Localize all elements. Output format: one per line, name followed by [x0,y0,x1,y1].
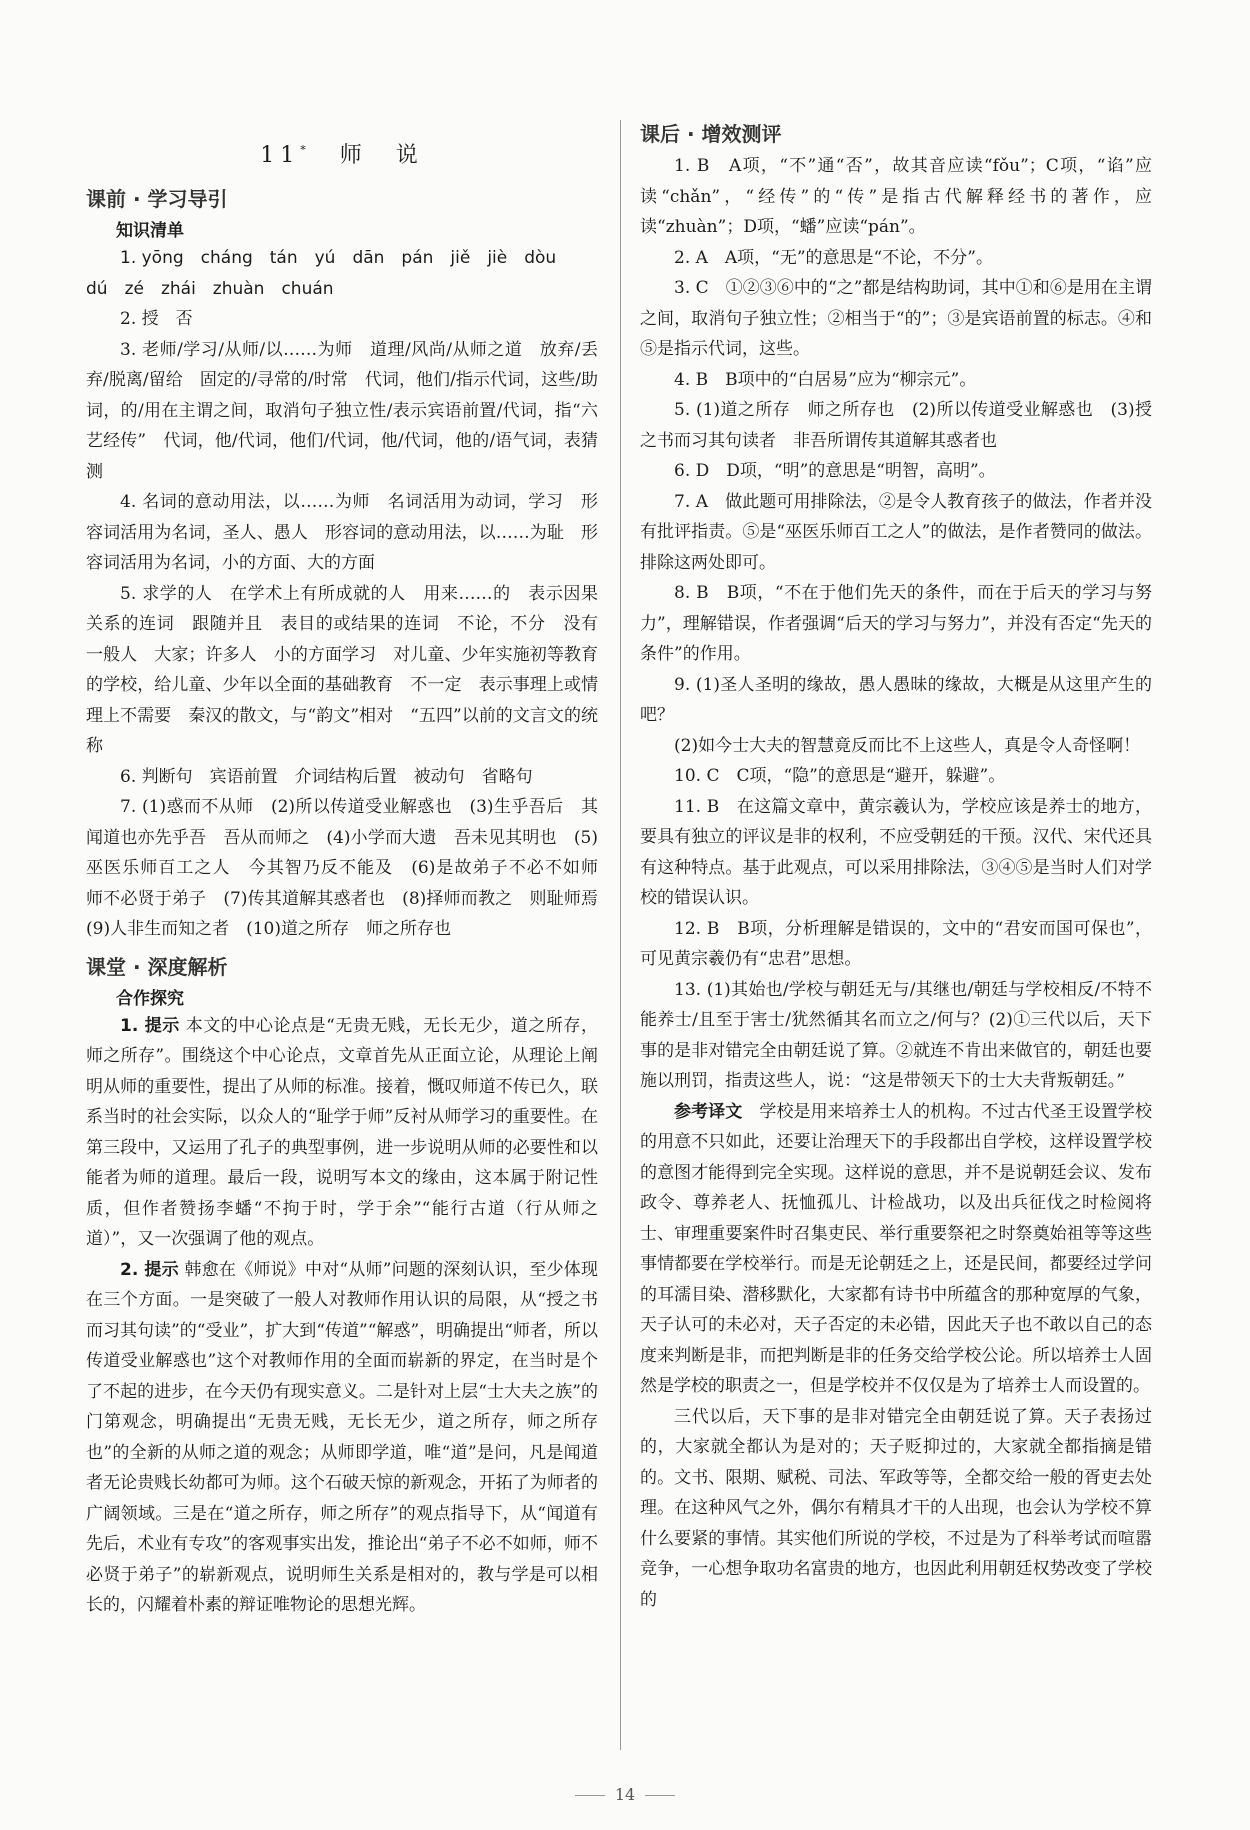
answer-5: 5. 求学的人 在学术上有所成就的人 用来……的 表示因果关系的连词 跟随并且 表目的或结果的连词 不论，不分 没有 一般人 大家；许多人 小的方面学习 对儿童、少年实施初等教育的学校，给儿童、少年以全面的基础教育 不一定 表示事理上或情理上不需要 秦汉的散文，与“韵文”相对 “五四”以前的文言文的统称 [86,583,615,756]
page-number: 14 [614,1785,636,1804]
test-answer-8: 8. B B项，“不在于他们先天的条件，而在于后天的学习与努力”，理解错误，作者强调“后天的学习与努力”，并没有否定“先天的条件”的作用。 [640,583,1152,664]
test-answer-9b: (2)如今士大夫的智慧竟反而比不上这些人，真是令人奇怪啊！ [674,735,1141,756]
answer-4: 4. 名词的意动用法，以……为师 名词活用为动词，学习 形容词活用为名词，圣人、愚人 形容词的意动用法，以……为耻 形容词活用为名词，小的方面、大的方面 [86,492,598,573]
discussion-1-label: 1. 提示 [120,1015,180,1036]
discussion-1-text: 本文的中心论点是“无贵无贱，无长无少，道之所存，师之所存”。围绕这个中心论点，文章首先从正面立论，从理论上阐明从师的重要性，提出了从师的标准。接着，慨叹师道不传已久，联系当时的社会实际，以众人的“耻学于师”反衬从师学习的重要性。在第三段中，又运用了孔子的典型事例，进一步说明从师的必要性和以能者为师的道理。最后一段，说明写本文的缘由，这本属于附记性质，但作者赞扬李蟠“不拘于时，学于余”“能行古道（行从师之道）”，又一次强调了他的观点。 [86,1015,598,1249]
discussion-2-label: 2. 提示 [120,1259,179,1280]
section-heading-classroom: 课堂 · 深度解析 [86,954,228,979]
subheading-knowledge: 知识清单 [116,221,184,241]
left-column [86,118,615,1621]
section-heading-after-class: 课后 · 增效测评 [640,122,782,146]
discussion-2-text: 韩愈在《师说》中对“从师”问题的深刻认识，至少体现在三个方面。一是突破了一般人对教师作用认识的局限，从“授之书而习其句读”的“受业”，扩大到“传道”“解惑”，明确提出“师者，所以传道受业解惑也”这个对教师作用的全面而崭新的界定，在当时是个了不起的进步，在今天仍有现实意义。二是针对上层“士大夫之族”的门第观念，明确提出“无贵无贱，无长无少，道之所存，师之所存也”的全新的从师之道的观念；从师即学道，唯“道”是问，凡是闻道者无论贵贱长幼都可为师。这个石破天惊的新观念，开拓了为师者的广阔领域。三是在“道之所存，师之所存”的观点指导下，从“闻道有先后，术业有专攻”的客观事实出发，推论出“弟子不必不如师，师不必贤于弟子”的崭新观点，说明师生关系是相对的，教与学是可以相长的，闪耀着朴素的辩证唯物论的思想光辉。 [86,1259,598,1615]
answer-1-line-b: dú zé zhái zhuàn chuán [86,278,334,299]
answer-7: 7. (1)惑而不从师 (2)所以传道受业解惑也 (3)生乎吾后 其闻道也亦先乎吾 吾从而师之 (4)小学而大遗 吾未见其明也 (5)巫医乐师百工之人 今其智乃反不能及 (6)是故弟子不必不如师 师不必贤于弟子 (7)传其道解其惑者也 (8)择师而教之 则耻师焉 (9)人非生而知之者 (10)道之所存 师之所存也 [86,797,615,939]
test-answer-1: 1. B A项，“不”通“否”，故其音应读“fǒu”；C项，“谄”应读“chǎn”，“经传”的“传”是指古代解释经书的著作，应读“zhuàn”；D项，“蟠”应读“pán”。 [640,156,1152,237]
answer-1-line-a: 1. yōng cháng tán yú dān pán jiě jiè dòu [120,248,557,268]
answer-6: 6. 判断句 宾语前置 介词结构后置 被动句 省略句 [120,766,533,787]
page-footer [0,1785,1250,1804]
test-answer-4: 4. B B项中的“白居易”应为“柳宗元”。 [674,369,977,390]
translation-1 [640,1097,1152,1402]
test-answer-5: 5. (1)道之所存 师之所存也 (2)所以传道受业解惑也 (3)授之书而习其句读者 非吾所谓传其道解其惑者也 [640,400,1152,451]
discussion-2 [86,1255,598,1621]
test-answer-11: 11. B 在这篇文章中，黄宗羲认为，学校应该是养士的地方，要具有独立的评议是非的权利，不应受朝廷的干预。汉代、宋代还具有这种特点。基于此观点，可以采用排除法，③④⑤是当时人们对学校的错误认识。 [640,796,1152,908]
test-answer-3: 3. C ①②③⑥中的“之”都是结构助词，其中①和⑥是用在主谓之间，取消句子独立性；②相当于“的”；③是宾语前置的标志。④和⑤是指示代词，这些。 [640,278,1152,359]
footer-dash-left [575,1795,605,1796]
discussion-1 [86,1011,598,1255]
lesson-number: 11 [260,143,301,168]
right-column [640,118,1152,1615]
test-answer-9a: 9. (1)圣人圣明的缘故，愚人愚昧的缘故，大概是从这里产生的吧？ [640,674,1152,725]
test-answer-6: 6. D D项，“明”的意思是“明智，高明”。 [674,461,996,481]
translation-label: 参考译文 [674,1101,743,1122]
test-answer-7: 7. A 做此题可用排除法，②是令人教育孩子的做法，作者并没有批评指责。⑤是“巫医乐师百工之人”的做法，是作者赞同的做法。排除这两处即可。 [640,491,1152,573]
subheading-cooperation: 合作探究 [116,988,184,1009]
column-divider [620,120,621,1750]
test-answer-12: 12. B B项，分析理解是错误的，文中的“君安而国可保也”，可见黄宗羲仍有“忠君”思想。 [640,918,1152,969]
test-answer-10: 10. C C项，“隐”的意思是“避开，躲避”。 [674,766,1006,786]
translation-1-text: 学校是用来培养士人的机构。不过古代圣王设置学校的用意不只如此，还要让治理天下的手段都出自学校，这样设置学校的意图才能得到完全实现。这样说的意思，并不是说朝廷会议、发布政令、尊养老人、抚恤孤儿、计检战功，以及出兵征伐之时检阅将士、审理重要案件时召集吏民、举行重要祭祀之时祭奠始祖等等这些事情都要在学校举行。而是无论朝廷之上，还是民间，都要经过学问的耳濡目染、潜移默化，大家都有诗书中所蕴含的那种宽厚的气象，天子认可的未必对，天子否定的未必错，因此天子也不敢以自己的态度来判断是非，而把判断是非的任务交给学校公论。所以培养士人固然是学校的职责之一，但是学校并不仅仅是为了培养士人而设置的。 [640,1101,1153,1396]
lesson-star: * [300,143,312,157]
lesson-name: 师 说 [339,143,424,168]
answer-3: 3. 老师/学习/从师/以……为师 道理/风尚/从师之道 放弃/丢弃/脱离/留给 固定的/寻常的/时常 代词，他们/指示代词，这些/助词，的/用在主谓之间，取消句子独立性/表示宾语前置/代词，指“六艺经传” 代词，他/代词，他们/代词，他/代词，他的/语气词，表猜测 [86,339,598,482]
footer-dash-right [645,1795,675,1796]
answer-2: 2. 授 否 [120,309,193,329]
translation-2: 三代以后，天下事的是非对错完全由朝廷说了算。天子表扬过的，大家就全都认为是对的；天子贬抑过的，大家就全都指摘是错的。文书、限期、赋税、司法、军政等等，全都交给一般的胥吏去处理。在这种风气之外，偶尔有精具才干的人出现，也会认为学校不算什么要紧的事情。其实他们所说的学校，不过是为了科举考试而喧嚣竞争，一心想争取功名富贵的地方，也因此利用朝廷权势改变了学校的 [640,1406,1152,1610]
lesson-title [86,138,598,169]
section-heading-preview: 课前 · 学习导引 [86,187,228,211]
test-answer-2: 2. A A项，“无”的意思是“不论，不分”。 [674,247,993,268]
test-answer-13: 13. (1)其始也/学校与朝廷无与/其继也/朝廷与学校相反/不特不能养士/且至于害士/犹然循其名而立之/何与？(2)①三代以后，天下事的是非对错完全由朝廷说了算。②就连不肯出来做官的，朝廷也要施以刑罚，指责这些人，说：“这是带领天下的士大夫背叛朝廷。” [640,979,1152,1091]
